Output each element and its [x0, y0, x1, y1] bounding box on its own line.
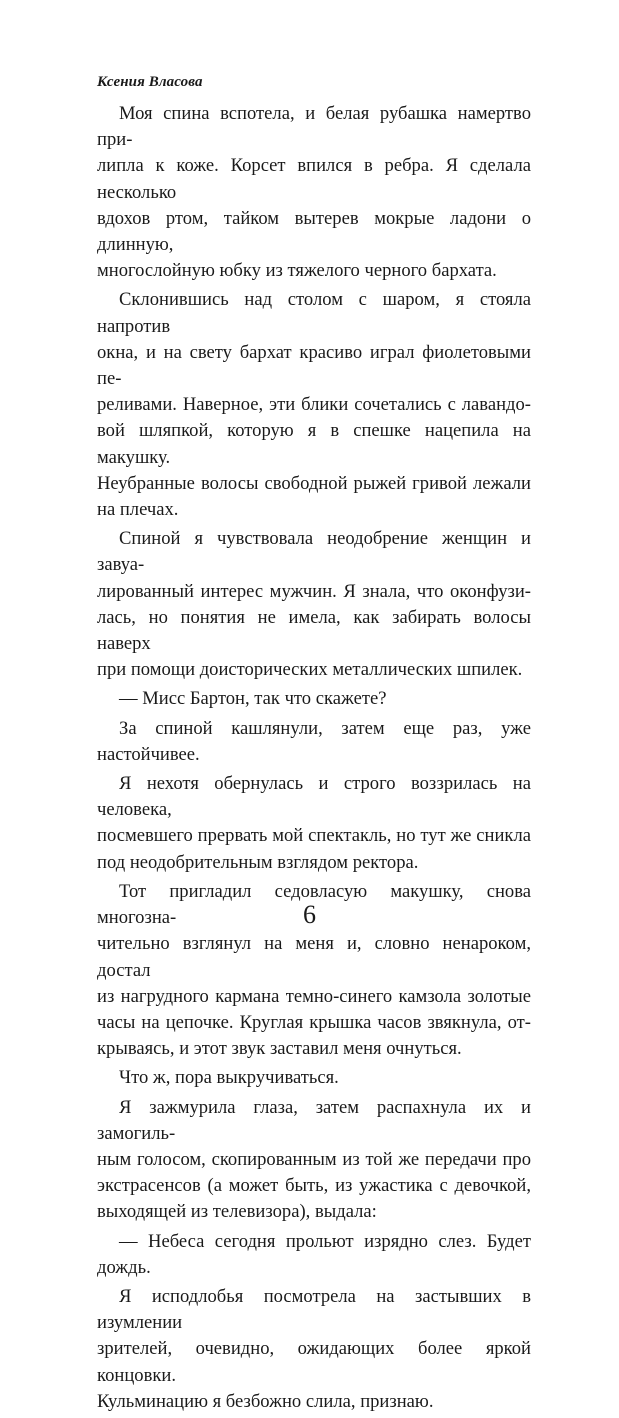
paragraph [97, 1065, 531, 1091]
text-line: Моя спина вспотела, и белая рубашка намертво при- [97, 103, 531, 151]
text-line: Я зажмурила глаза, затем распахнула их и замогиль- [97, 1096, 531, 1144]
paragraph [97, 526, 531, 683]
paragraph [97, 771, 531, 876]
text-line: чительно взглянул на меня и, словно ненароком, достал [97, 933, 531, 981]
text-line: при помощи доисторических металлических шпилек. [97, 659, 523, 681]
text-line: Тот пригладил седовласую макушку, снова многозна- [97, 880, 531, 929]
text-line: липла к коже. Корсет впился в ребра. Я сделала несколько [97, 155, 531, 203]
paragraph [97, 1284, 531, 1415]
text-line: Неубранные волосы свободной рыжей гривой лежали [97, 472, 531, 494]
text-line: ным голосом, скопированным из той же передачи про [97, 1148, 531, 1170]
text-line: выходящей из телевизора), выдала: [97, 1201, 377, 1223]
text-line: Что ж, пора выкручиваться. [119, 1067, 339, 1089]
text-line: крываясь, и этот звук заставил меня очнуться. [97, 1038, 462, 1060]
text-line: на плечах. [97, 499, 179, 521]
paragraph [97, 1229, 531, 1281]
text-line: из нагрудного кармана темно-синего камзола золотые [97, 985, 531, 1007]
running-head: Ксения Власова [97, 74, 203, 90]
text-line: Склонившись над столом с шаром, я стояла напротив [97, 289, 531, 337]
paragraph [97, 101, 531, 284]
text-line: окна, и на свету бархат красиво играл фиолетовыми пе- [97, 341, 531, 390]
text-line: часы на цепочке. Круглая крышка часов звякнула, от- [97, 1011, 531, 1033]
paragraph [97, 287, 531, 523]
text-line: лась, но понятия не имела, как забирать волосы наверх [97, 606, 531, 655]
text-line: Спиной я чувствовала неодобрение женщин и завуа- [97, 528, 531, 576]
text-line: — Небеса сегодня прольют изрядно слез. Будет дождь. [97, 1230, 531, 1278]
text-line: За спиной кашлянули, затем еще раз, уже настойчивее. [97, 717, 531, 765]
text-line: экстрасенсов (а может быть, из ужастика с девочкой, [97, 1175, 531, 1197]
text-line: под неодобрительным взглядом ректора. [97, 851, 419, 873]
text-line: реливами. Наверное, эти блики сочетались с лавандо- [97, 394, 531, 416]
paragraph [97, 716, 531, 768]
text-line: вдохов ртом, тайком вытерев мокрые ладони о длинную, [97, 207, 531, 256]
text-line: Я нехотя обернулась и строго воззрилась на человека, [97, 773, 531, 821]
page-number: 6 [303, 900, 316, 929]
text-line: вой шляпкой, которую я в спешке нацепила на макушку. [97, 420, 531, 468]
paragraph [97, 686, 531, 712]
body-text [97, 101, 531, 1418]
text-line: посмевшего прервать мой спектакль, но тут же сникла [97, 825, 531, 847]
text-line: — Мисс Бартон, так что скажете? [119, 688, 387, 710]
text-line: Кульминацию я безбожно слила, признаю. [97, 1390, 434, 1412]
text-line: многослойную юбку из тяжелого черного бархата. [97, 260, 497, 282]
text-line: лированный интерес мужчин. Я знала, что оконфузи- [97, 580, 531, 602]
text-line: зрителей, очевидно, ожидающих более яркой концовки. [97, 1338, 531, 1386]
paragraph [97, 1095, 531, 1226]
text-line: Я исподлобья посмотрела на застывших в изумлении [97, 1285, 531, 1334]
